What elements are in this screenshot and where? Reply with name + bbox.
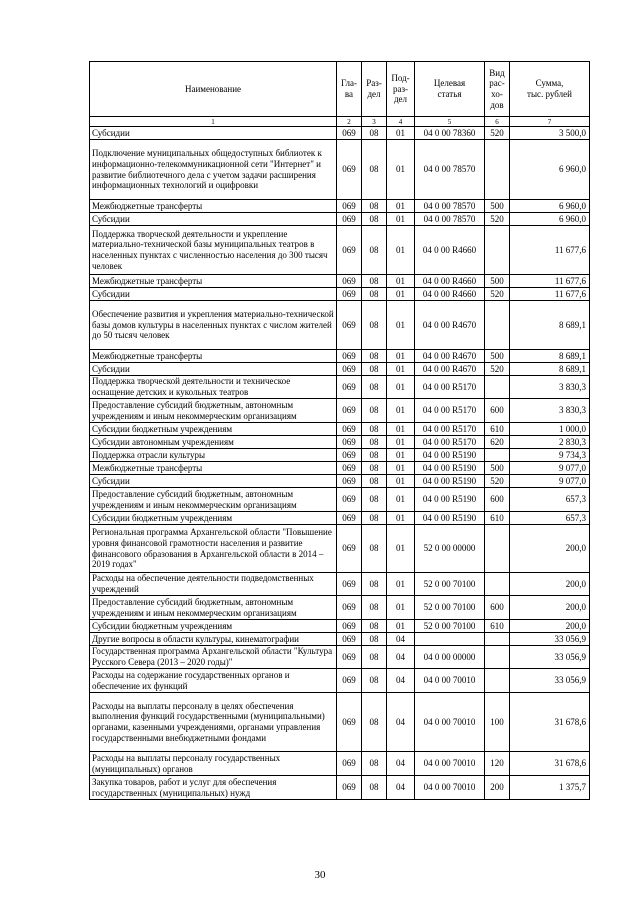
table-row: [90, 573, 590, 596]
column-number: 7: [510, 117, 590, 127]
cell-razdel: 08: [362, 275, 387, 288]
cell-razdel: 08: [362, 436, 387, 449]
header-name: Наименование: [90, 62, 337, 117]
cell-name: Поддержка творческой деятельности и укрепление материально-технической базы муниципальных театров в населенных пунктах с численностью населения до 300 тысяч человек: [90, 226, 337, 275]
cell-podrazdel: 04: [387, 633, 415, 646]
cell-razdel: 08: [362, 399, 387, 423]
cell-name: Субсидии: [90, 288, 337, 301]
cell-podrazdel: 04: [387, 752, 415, 776]
cell-glava: 069: [337, 301, 362, 350]
cell-glava: 069: [337, 449, 362, 462]
table-row: [90, 140, 590, 200]
cell-vid: 600: [485, 399, 510, 423]
cell-podrazdel: 01: [387, 301, 415, 350]
header-vid: Вид рас- хо- дов: [485, 62, 510, 117]
cell-glava: 069: [337, 399, 362, 423]
cell-podrazdel: 01: [387, 350, 415, 363]
cell-razdel: 08: [362, 596, 387, 620]
cell-summa: 11 677,6: [510, 226, 590, 275]
cell-summa: 6 960,0: [510, 140, 590, 200]
cell-summa: 9 077,0: [510, 462, 590, 475]
table-row: [90, 776, 590, 800]
cell-summa: 2 830,3: [510, 436, 590, 449]
cell-summa: 9 734,3: [510, 449, 590, 462]
cell-podrazdel: 01: [387, 288, 415, 301]
cell-name: Расходы на выплаты персоналу в целях обеспечения выполнения функций государственными (муниципальными) органами, казенными учреждениями, органами управления государственными внебюджетными фондами: [90, 693, 337, 752]
cell-summa: 31 678,6: [510, 693, 590, 752]
cell-name: Предоставление субсидий бюджетным, автономным учреждениям и иным некоммерческим организациям: [90, 596, 337, 620]
cell-summa: 200,0: [510, 573, 590, 596]
cell-vid: 500: [485, 350, 510, 363]
cell-summa: 200,0: [510, 596, 590, 620]
cell-vid: [485, 573, 510, 596]
cell-name: Межбюджетные трансферты: [90, 200, 337, 213]
cell-name: Субсидии бюджетным учреждениям: [90, 620, 337, 633]
table-row: [90, 363, 590, 376]
cell-vid: 600: [485, 596, 510, 620]
cell-vid: 520: [485, 213, 510, 226]
cell-vid: 520: [485, 475, 510, 488]
column-number: 5: [415, 117, 485, 127]
cell-celevaya: [415, 633, 485, 646]
cell-name: Подключение муниципальных общедоступных библиотек к информационно-телекоммуникационной сети "Интернет" и развитие библиотечного дела с учетом задачи расширения информационных технологий и оцифровки: [90, 140, 337, 200]
cell-razdel: 08: [362, 301, 387, 350]
cell-glava: 069: [337, 200, 362, 213]
cell-summa: 3 830,3: [510, 399, 590, 423]
cell-celevaya: 04 0 00 R4670: [415, 350, 485, 363]
cell-celevaya: 04 0 00 R4660: [415, 226, 485, 275]
cell-celevaya: 04 0 00 R5190: [415, 475, 485, 488]
cell-razdel: 08: [362, 669, 387, 693]
cell-name: Субсидии: [90, 127, 337, 140]
cell-glava: 069: [337, 573, 362, 596]
cell-razdel: 08: [362, 512, 387, 525]
cell-summa: 6 960,0: [510, 200, 590, 213]
cell-razdel: 08: [362, 363, 387, 376]
cell-razdel: 08: [362, 488, 387, 512]
header-summa: Сумма, тыс. рублей: [510, 62, 590, 117]
cell-celevaya: 04 0 00 78570: [415, 200, 485, 213]
cell-vid: 520: [485, 363, 510, 376]
cell-name: Субсидии бюджетным учреждениям: [90, 512, 337, 525]
cell-name: Предоставление субсидий бюджетным, автономным учреждениям и иным некоммерческим организациям: [90, 399, 337, 423]
table-row: [90, 213, 590, 226]
table-row: [90, 752, 590, 776]
cell-razdel: 08: [362, 449, 387, 462]
cell-summa: 33 056,9: [510, 633, 590, 646]
cell-podrazdel: 01: [387, 140, 415, 200]
cell-celevaya: 52 0 00 70100: [415, 620, 485, 633]
cell-summa: 31 678,6: [510, 752, 590, 776]
cell-razdel: 08: [362, 350, 387, 363]
cell-glava: 069: [337, 436, 362, 449]
cell-vid: 610: [485, 512, 510, 525]
cell-celevaya: 52 0 00 70100: [415, 596, 485, 620]
cell-celevaya: 04 0 00 70010: [415, 776, 485, 800]
cell-summa: 8 689,1: [510, 350, 590, 363]
cell-podrazdel: 04: [387, 669, 415, 693]
cell-glava: 069: [337, 525, 362, 573]
cell-summa: 33 056,9: [510, 669, 590, 693]
column-number: 4: [387, 117, 415, 127]
header-row: [90, 62, 590, 117]
header-podrazdel: Под- раз- дел: [387, 62, 415, 117]
cell-glava: 069: [337, 423, 362, 436]
cell-celevaya: 04 0 00 R5170: [415, 399, 485, 423]
cell-podrazdel: 01: [387, 436, 415, 449]
cell-celevaya: 04 0 00 70010: [415, 693, 485, 752]
cell-celevaya: 04 0 00 R4670: [415, 363, 485, 376]
table-row: [90, 620, 590, 633]
cell-glava: 069: [337, 475, 362, 488]
cell-summa: 200,0: [510, 620, 590, 633]
cell-razdel: 08: [362, 200, 387, 213]
cell-summa: 8 689,1: [510, 363, 590, 376]
cell-celevaya: 04 0 00 70010: [415, 752, 485, 776]
cell-glava: 069: [337, 488, 362, 512]
table-row: [90, 200, 590, 213]
cell-razdel: 08: [362, 423, 387, 436]
cell-name: Субсидии: [90, 363, 337, 376]
cell-podrazdel: 01: [387, 127, 415, 140]
header-razdel: Раз- дел: [362, 62, 387, 117]
cell-podrazdel: 01: [387, 596, 415, 620]
column-number: 1: [90, 117, 337, 127]
cell-glava: 069: [337, 350, 362, 363]
cell-glava: 069: [337, 462, 362, 475]
cell-razdel: 08: [362, 633, 387, 646]
cell-podrazdel: 01: [387, 399, 415, 423]
table-row: [90, 693, 590, 752]
cell-glava: 069: [337, 620, 362, 633]
cell-razdel: 08: [362, 752, 387, 776]
cell-name: Межбюджетные трансферты: [90, 350, 337, 363]
cell-podrazdel: 01: [387, 423, 415, 436]
cell-summa: 8 689,1: [510, 301, 590, 350]
cell-celevaya: 04 0 00 R5190: [415, 449, 485, 462]
cell-razdel: 08: [362, 127, 387, 140]
cell-celevaya: 04 0 00 00000: [415, 646, 485, 669]
table-row: [90, 226, 590, 275]
column-number: 6: [485, 117, 510, 127]
cell-podrazdel: 04: [387, 646, 415, 669]
page-number: 30: [314, 869, 326, 881]
cell-celevaya: 04 0 00 R4670: [415, 301, 485, 350]
cell-celevaya: 52 0 00 70100: [415, 573, 485, 596]
table-row: [90, 288, 590, 301]
cell-summa: 1 000,0: [510, 423, 590, 436]
cell-podrazdel: 01: [387, 475, 415, 488]
column-number: 2: [337, 117, 362, 127]
cell-celevaya: 04 0 00 78570: [415, 213, 485, 226]
cell-glava: 069: [337, 596, 362, 620]
table-row: [90, 423, 590, 436]
cell-celevaya: 04 0 00 R5170: [415, 423, 485, 436]
cell-vid: [485, 669, 510, 693]
cell-name: Межбюджетные трансферты: [90, 462, 337, 475]
cell-podrazdel: 01: [387, 213, 415, 226]
cell-podrazdel: 01: [387, 573, 415, 596]
cell-summa: 3 830,3: [510, 376, 590, 399]
cell-vid: 500: [485, 275, 510, 288]
table-row: [90, 475, 590, 488]
cell-name: Поддержка творческой деятельности и техническое оснащение детских и кукольных театров: [90, 376, 337, 399]
cell-glava: 069: [337, 140, 362, 200]
cell-glava: 069: [337, 752, 362, 776]
table-row: [90, 646, 590, 669]
cell-summa: 6 960,0: [510, 213, 590, 226]
cell-summa: 3 500,0: [510, 127, 590, 140]
cell-glava: 069: [337, 776, 362, 800]
cell-name: Обеспечение развития и укрепления материально-технической базы домов культуры в населенных пунктах с числом жителей до 50 тысяч человек: [90, 301, 337, 350]
cell-celevaya: 04 0 00 78570: [415, 140, 485, 200]
cell-name: Межбюджетные трансферты: [90, 275, 337, 288]
cell-vid: 610: [485, 620, 510, 633]
cell-podrazdel: 01: [387, 363, 415, 376]
cell-razdel: 08: [362, 620, 387, 633]
cell-vid: 120: [485, 752, 510, 776]
cell-summa: 11 677,6: [510, 288, 590, 301]
table-row: [90, 275, 590, 288]
cell-vid: [485, 525, 510, 573]
cell-podrazdel: 01: [387, 200, 415, 213]
cell-celevaya: 04 0 00 R4660: [415, 288, 485, 301]
cell-name: Расходы на обеспечение деятельности подведомственных учреждений: [90, 573, 337, 596]
cell-name: Региональная программа Архангельской области "Повышение уровня финансовой грамотности населения и развитие финансового образования в Архангельской области в 2014 – 2019 годах": [90, 525, 337, 573]
header-glava: Гла- ва: [337, 62, 362, 117]
cell-podrazdel: 01: [387, 525, 415, 573]
cell-glava: 069: [337, 213, 362, 226]
table-row: [90, 399, 590, 423]
cell-name: Закупка товаров, работ и услуг для обеспечения государственных (муниципальных) нужд: [90, 776, 337, 800]
cell-name: Субсидии бюджетным учреждениям: [90, 423, 337, 436]
cell-razdel: 08: [362, 573, 387, 596]
cell-celevaya: 04 0 00 R5170: [415, 376, 485, 399]
cell-glava: 069: [337, 363, 362, 376]
header-celevaya: Целевая статья: [415, 62, 485, 117]
table-row: [90, 127, 590, 140]
cell-glava: 069: [337, 226, 362, 275]
cell-summa: 657,3: [510, 488, 590, 512]
cell-glava: 069: [337, 633, 362, 646]
cell-razdel: 08: [362, 462, 387, 475]
cell-podrazdel: 01: [387, 275, 415, 288]
table-row: [90, 462, 590, 475]
cell-vid: [485, 376, 510, 399]
cell-podrazdel: 04: [387, 693, 415, 752]
cell-vid: 620: [485, 436, 510, 449]
table-row: [90, 376, 590, 399]
cell-vid: 520: [485, 288, 510, 301]
cell-name: Субсидии автономным учреждениям: [90, 436, 337, 449]
cell-podrazdel: 01: [387, 488, 415, 512]
cell-razdel: 08: [362, 475, 387, 488]
cell-summa: 1 375,7: [510, 776, 590, 800]
cell-vid: 200: [485, 776, 510, 800]
cell-summa: 33 056,9: [510, 646, 590, 669]
column-number: 3: [362, 117, 387, 127]
cell-celevaya: 52 0 00 00000: [415, 525, 485, 573]
cell-glava: 069: [337, 693, 362, 752]
cell-podrazdel: 01: [387, 449, 415, 462]
cell-vid: [485, 226, 510, 275]
cell-podrazdel: 01: [387, 376, 415, 399]
cell-razdel: 08: [362, 776, 387, 800]
cell-glava: 069: [337, 127, 362, 140]
cell-vid: [485, 633, 510, 646]
cell-vid: 520: [485, 127, 510, 140]
cell-summa: 200,0: [510, 525, 590, 573]
cell-name: Другие вопросы в области культуры, кинематографии: [90, 633, 337, 646]
table-row: [90, 596, 590, 620]
cell-razdel: 08: [362, 693, 387, 752]
cell-glava: 069: [337, 646, 362, 669]
cell-name: Субсидии: [90, 475, 337, 488]
cell-celevaya: 04 0 00 R4660: [415, 275, 485, 288]
table-row: [90, 350, 590, 363]
cell-name: Расходы на содержание государственных органов и обеспечение их функций: [90, 669, 337, 693]
cell-vid: 500: [485, 462, 510, 475]
cell-razdel: 08: [362, 226, 387, 275]
budget-table: [89, 61, 590, 800]
cell-name: Поддержка отрасли культуры: [90, 449, 337, 462]
cell-celevaya: 04 0 00 70010: [415, 669, 485, 693]
column-number-row: [90, 117, 590, 127]
cell-razdel: 08: [362, 288, 387, 301]
cell-podrazdel: 01: [387, 620, 415, 633]
cell-vid: [485, 449, 510, 462]
cell-glava: 069: [337, 288, 362, 301]
table-row: [90, 436, 590, 449]
cell-name: Предоставление субсидий бюджетным, автономным учреждениям и иным некоммерческим организациям: [90, 488, 337, 512]
cell-razdel: 08: [362, 213, 387, 226]
cell-vid: 610: [485, 423, 510, 436]
cell-name: Государственная программа Архангельской области "Культура Русского Севера (2013 – 2020 годы)": [90, 646, 337, 669]
cell-glava: 069: [337, 512, 362, 525]
cell-razdel: 08: [362, 525, 387, 573]
cell-name: Расходы на выплаты персоналу государственных (муниципальных) органов: [90, 752, 337, 776]
cell-vid: 600: [485, 488, 510, 512]
cell-podrazdel: 04: [387, 776, 415, 800]
cell-celevaya: 04 0 00 R5170: [415, 436, 485, 449]
table-row: [90, 512, 590, 525]
cell-celevaya: 04 0 00 R5190: [415, 488, 485, 512]
cell-razdel: 08: [362, 140, 387, 200]
cell-vid: [485, 140, 510, 200]
cell-razdel: 08: [362, 646, 387, 669]
cell-vid: [485, 646, 510, 669]
cell-razdel: 08: [362, 376, 387, 399]
cell-vid: 100: [485, 693, 510, 752]
cell-podrazdel: 01: [387, 226, 415, 275]
cell-vid: [485, 301, 510, 350]
table-row: [90, 669, 590, 693]
table-row: [90, 633, 590, 646]
cell-glava: 069: [337, 669, 362, 693]
cell-name: Субсидии: [90, 213, 337, 226]
cell-vid: 500: [485, 200, 510, 213]
cell-summa: 657,3: [510, 512, 590, 525]
cell-celevaya: 04 0 00 R5190: [415, 462, 485, 475]
cell-podrazdel: 01: [387, 462, 415, 475]
table-row: [90, 488, 590, 512]
table-row: [90, 449, 590, 462]
cell-glava: 069: [337, 376, 362, 399]
table-row: [90, 525, 590, 573]
cell-summa: 9 077,0: [510, 475, 590, 488]
cell-summa: 11 677,6: [510, 275, 590, 288]
cell-podrazdel: 01: [387, 512, 415, 525]
cell-celevaya: 04 0 00 78360: [415, 127, 485, 140]
cell-glava: 069: [337, 275, 362, 288]
table-row: [90, 301, 590, 350]
cell-celevaya: 04 0 00 R5190: [415, 512, 485, 525]
